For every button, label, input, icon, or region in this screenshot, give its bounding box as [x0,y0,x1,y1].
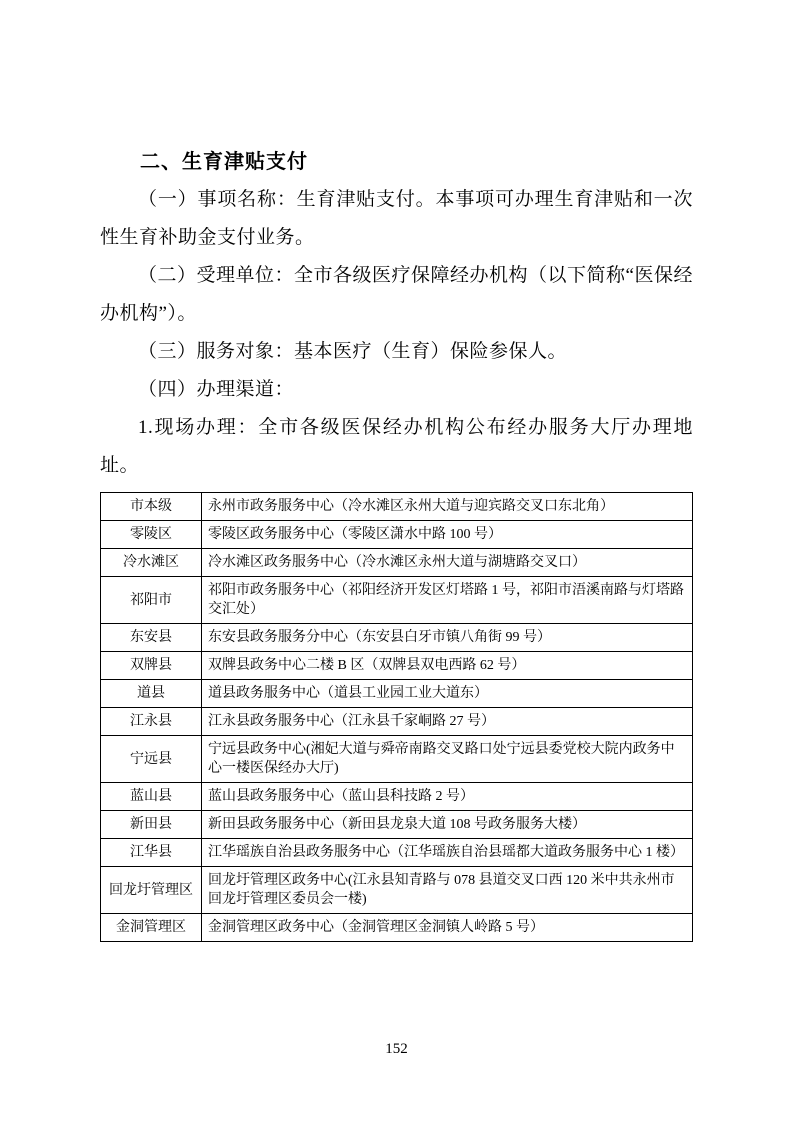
table-row [101,811,693,839]
table-row [101,736,693,783]
section-heading: 二、生育津贴支付 [140,151,308,173]
page-number: 152 [385,1041,408,1057]
table-row [101,549,693,577]
service-centers-table [100,492,693,942]
table-row [101,914,693,942]
paragraph-service-target: （三）服务对象：基本医疗（生育）保险参保人。 [138,341,568,362]
address-cell: 零陵区政务服务中心（零陵区潇水中路 100 号） [202,521,693,549]
table-row [101,708,693,736]
table-row [101,624,693,652]
district-cell: 江华县 [101,839,202,867]
district-cell: 新田县 [101,811,202,839]
table-row [101,521,693,549]
table-row [101,493,693,521]
address-cell: 宁远县政务中心(湘妃大道与舜帝南路交叉路口处宁远县委党校大院内政务中心一楼医保经办大厅) [202,736,693,783]
district-cell: 冷水滩区 [101,549,202,577]
address-cell: 新田县政务服务中心（新田县龙泉大道 108 号政务服务大楼） [202,811,693,839]
district-cell: 回龙圩管理区 [101,867,202,914]
address-cell: 金洞管理区政务中心（金洞管理区金洞镇人岭路 5 号） [202,914,693,942]
table-row [101,680,693,708]
address-cell: 蓝山县政务服务中心（蓝山县科技路 2 号） [202,783,693,811]
address-cell: 祁阳市政务服务中心（祁阳经济开发区灯塔路 1 号，祁阳市浯溪南路与灯塔路交汇处） [202,577,693,624]
table-row [101,783,693,811]
district-cell: 东安县 [101,624,202,652]
address-cell: 东安县政务服务分中心（东安县白牙市镇八角街 99 号） [202,624,693,652]
address-cell: 道县政务服务中心（道县工业园工业大道东） [202,680,693,708]
table-row [101,652,693,680]
district-cell: 蓝山县 [101,783,202,811]
address-cell: 永州市政务服务中心（冷水滩区永州大道与迎宾路交叉口东北角） [202,493,693,521]
district-cell: 双牌县 [101,652,202,680]
table-row [101,577,693,624]
district-cell: 零陵区 [101,521,202,549]
paragraph-channels: （四）办理渠道： [138,379,295,400]
district-cell: 金洞管理区 [101,914,202,942]
address-cell: 江华瑶族自治县政务服务中心（江华瑶族自治县瑶都大道政务服务中心 1 楼） [202,839,693,867]
district-cell: 市本级 [101,493,202,521]
district-cell: 江永县 [101,708,202,736]
address-cell: 江永县政务服务中心（江永县千家峒路 27 号） [202,708,693,736]
table-row [101,839,693,867]
district-cell: 道县 [101,680,202,708]
paragraph-onsite-handling: 1.现场办理：全市各级医保经办机构公布经办服务大厅办理地址。 [100,417,693,476]
address-cell: 回龙圩管理区政务中心(江永县知青路与 078 县道交叉口西 120 米中共永州市回龙圩管理区委员会一楼) [202,867,693,914]
table-row [101,867,693,914]
address-cell: 双牌县政务中心二楼 B 区（双牌县双电西路 62 号） [202,652,693,680]
district-cell: 宁远县 [101,736,202,783]
address-cell: 冷水滩区政务服务中心（冷水滩区永州大道与湖塘路交叉口） [202,549,693,577]
district-cell: 祁阳市 [101,577,202,624]
paragraph-accepting-unit: （二）受理单位：全市各级医疗保障经办机构（以下简称“医保经办机构”）。 [100,265,693,324]
paragraph-item-name: （一）事项名称：生育津贴支付。本事项可办理生育津贴和一次性生育补助金支付业务。 [100,189,693,248]
